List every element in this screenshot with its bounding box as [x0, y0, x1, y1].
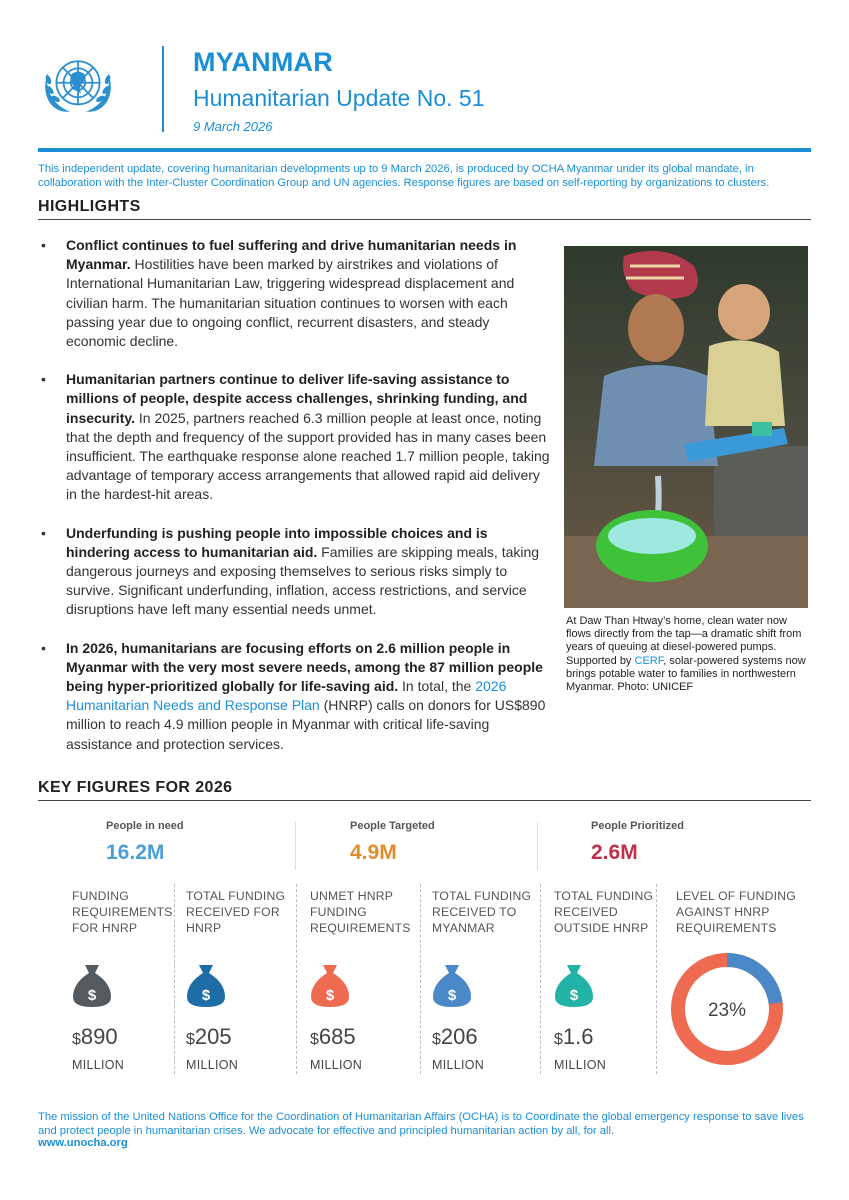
funding-title: LEVEL OF FUNDING AGAINST HNRP REQUIREMENTS: [676, 889, 796, 935]
caption-text: At Daw Than Htway’s home, clean water now flows directly from the tap—a dramatic shift from years of queuing at diesel-powered pumps. Supported by: [566, 615, 802, 667]
footer-mission: The mission of the United Nations Office for the Coordination of Humanitarian Affairs (OCHA) is to Coordinate the global emergency response to save lives and protect people in humanitarian crises. We advocate for effective and principled humanitarian action by all, for all.: [38, 1111, 804, 1137]
currency-symbol: $: [72, 1031, 81, 1048]
column-separator: [656, 884, 657, 1074]
update-title: Humanitarian Update No. 51: [193, 85, 485, 111]
column-separator: [420, 884, 421, 1074]
funding-unit: MILLION: [432, 1058, 485, 1072]
list-item: [38, 370, 552, 504]
amount-value: 890: [80, 1024, 118, 1049]
bullet-lead: In 2026, humanitarians are focusing efforts on 2.6 million people in Myanmar with the very most severe needs, among the 87 million people being hyper-prioritized globally for life-saving aid.: [66, 639, 543, 695]
bullet-text: Hostilities have been marked by airstrikes and violations of International Humanitarian Law, triggering widespread displacement and civilian harm. The humanitarian situation continues to worsen with each passing year due to ongoing conflict, recurrent disasters, and steady economic decline.: [66, 256, 515, 350]
bullet-text: In 2025, partners reached 6.3 million people at least once, noting that the depth and frequency of the support provided has in many cases been insufficient. The earthquake response alone reached 1.7 million people, taking advantage of temporary access arrangements that allowed rapid aid delivery in the hardest-hit areas.: [66, 409, 550, 503]
funding-title: TOTAL FUNDING RECEIVED FOR HNRP: [186, 889, 286, 935]
cerf-link[interactable]: CERF: [634, 654, 664, 667]
funding-amount: [554, 1024, 594, 1050]
bullet-text: (HNRP) calls on donors for US$890 million to reach 4.9 million people in Myanmar with critical life-saving assistance and protection services.: [66, 697, 546, 752]
total-funding-received-outside-hnrp: [554, 888, 666, 1072]
funding-amount: [72, 1024, 118, 1050]
footer-url-link[interactable]: www.unocha.org: [38, 1137, 128, 1149]
un-emblem-logo: [38, 46, 118, 126]
highlights-heading: HIGHLIGHTS: [38, 198, 141, 215]
funding-unit: MILLION: [554, 1058, 607, 1072]
column-separator: [174, 884, 175, 1074]
funding-unit: MILLION: [186, 1058, 239, 1072]
photo-caption: [566, 615, 808, 694]
hnrp-link[interactable]: 2026 Humanitarian Needs and Response Plan: [66, 678, 507, 714]
update-date: 9 March 2026: [193, 119, 273, 134]
bullet-text: In total, the: [398, 678, 476, 695]
column-separator: [296, 884, 297, 1074]
total-funding-received-myanmar: [432, 888, 544, 1072]
amount-value: 206: [440, 1024, 478, 1049]
figure-separator: [295, 822, 296, 870]
money-bag-icon: [432, 963, 472, 1009]
funding-title: FUNDING REQUIREMENTS FOR HNRP: [72, 889, 173, 935]
funding-requirements-hnrp: [72, 888, 184, 1072]
bullet-lead: Conflict continues to fuel suffering and drive humanitarian needs in Myanmar.: [66, 237, 517, 273]
bullet-lead: Humanitarian partners continue to deliver life-saving assistance to millions of people, despite access challenges, shrinking funding, and insecurity.: [66, 371, 528, 426]
highlights-list: [38, 236, 552, 773]
funding-unit: MILLION: [72, 1058, 125, 1072]
currency-symbol: $: [554, 1031, 563, 1048]
svg-text:$: $: [87, 987, 97, 1004]
people-prioritized: [591, 820, 731, 865]
svg-text:$: $: [569, 987, 579, 1004]
header-rule: [38, 148, 811, 152]
key-figures-heading: KEY FIGURES FOR 2026: [38, 779, 233, 796]
amount-value: 1.6: [562, 1024, 594, 1049]
caption-text: , solar-powered systems now brings potable water to families in northwestern Myanmar. Photo: UNICEF: [566, 654, 806, 694]
funding-title: UNMET HNRP FUNDING REQUIREMENTS: [310, 889, 411, 935]
list-item: [38, 236, 552, 351]
intro-paragraph: This independent update, covering humanitarian developments up to 9 March 2026, is produced by OCHA Myanmar under its global mandate, in collaboration with the Inter-Cluster Coordination Group and UN agencies. Response figures are based on self-reporting by organizations to clusters.: [38, 163, 770, 189]
funding-amount: [186, 1024, 232, 1050]
bullet-dot: •: [41, 524, 46, 541]
funding-title: TOTAL FUNDING RECEIVED TO MYANMAR: [432, 889, 532, 935]
funding-amount: [432, 1024, 478, 1050]
bullet-lead: Underfunding is pushing people into impossible choices and is hindering access to humanitarian aid.: [66, 524, 488, 560]
svg-text:$: $: [325, 987, 335, 1004]
donut-percent-label: 23%: [707, 1000, 747, 1021]
figure-value: 16.2M: [106, 841, 165, 864]
currency-symbol: $: [310, 1031, 319, 1048]
figure-value: 4.9M: [350, 841, 397, 864]
money-bag-icon: [554, 963, 594, 1009]
column-separator: [540, 884, 541, 1074]
level-of-funding: [676, 888, 804, 936]
list-item: [38, 639, 552, 754]
bullet-dot: •: [41, 237, 46, 253]
figure-label: People Prioritized: [591, 820, 684, 832]
svg-text:$: $: [447, 987, 457, 1004]
funding-level-donut: [668, 950, 786, 1068]
funding-title: TOTAL FUNDING RECEIVED OUTSIDE HNRP: [554, 889, 654, 935]
key-figures-rule: [38, 800, 811, 801]
photo-woman-child-water-tap: [564, 246, 808, 608]
people-targeted: [350, 820, 490, 865]
currency-symbol: $: [186, 1031, 195, 1048]
figure-separator: [537, 822, 538, 870]
funding-unit: MILLION: [310, 1058, 363, 1072]
total-funding-received-hnrp: [186, 888, 298, 1072]
svg-text:$: $: [201, 987, 211, 1004]
figure-label: People in need: [106, 820, 184, 832]
money-bag-icon: [310, 963, 350, 1009]
people-in-need: [106, 820, 246, 865]
bullet-dot: •: [41, 639, 46, 656]
figure-label: People Targeted: [350, 820, 435, 832]
funding-amount: [310, 1024, 356, 1050]
bullet-dot: •: [41, 371, 46, 388]
amount-value: 205: [194, 1024, 232, 1049]
money-bag-icon: [186, 963, 226, 1009]
amount-value: 685: [318, 1024, 356, 1049]
list-item: [38, 524, 552, 620]
money-bag-icon: [72, 963, 112, 1009]
country-title: MYANMAR: [193, 47, 333, 77]
header-divider: [162, 46, 164, 132]
figure-value: 2.6M: [591, 841, 638, 864]
unmet-hnrp-requirements: [310, 888, 422, 1072]
highlights-rule: [38, 219, 811, 220]
bullet-text: Families are skipping meals, taking dangerous journeys and exposing themselves to serious risks simply to survive. Significant underfunding, inflation, access restrictions, and service disruptions have left many essential needs unmet.: [66, 543, 540, 618]
currency-symbol: $: [432, 1031, 441, 1048]
